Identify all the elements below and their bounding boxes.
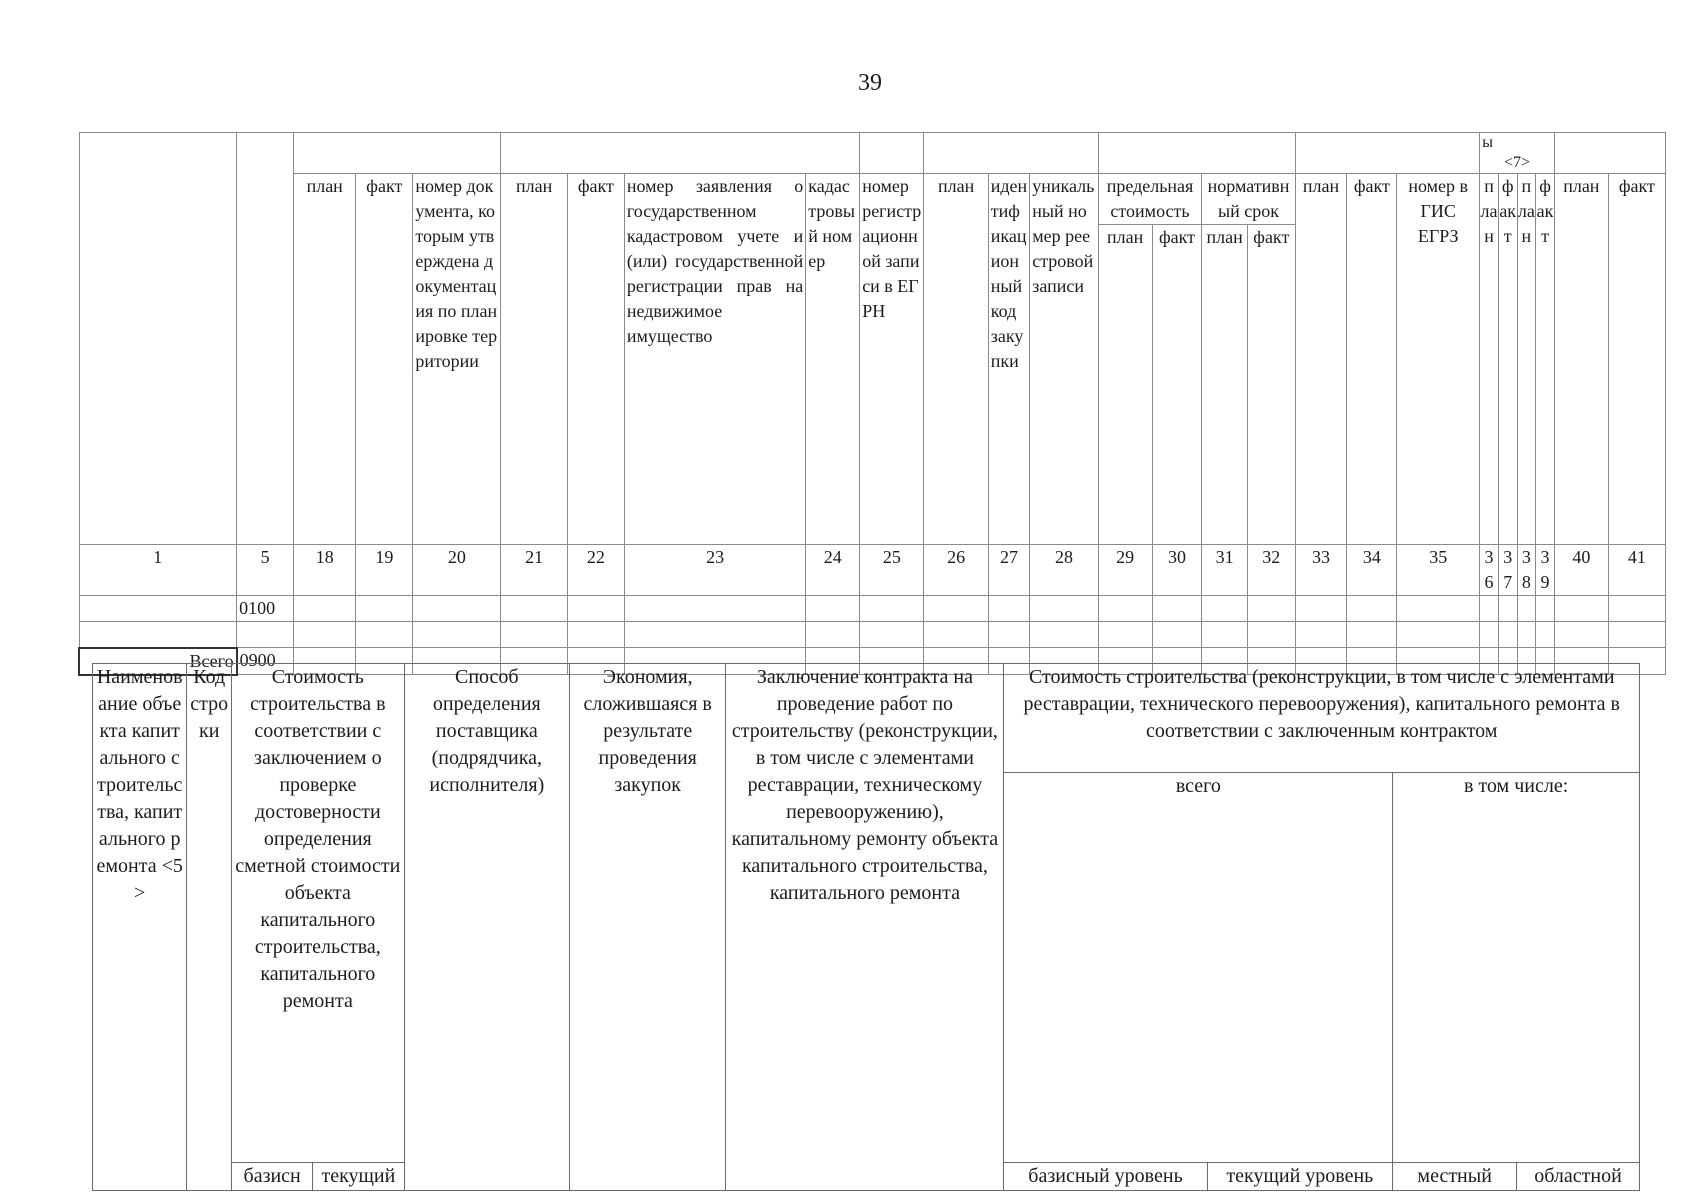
note-mark: <7> [1504, 154, 1531, 171]
t1-col30-fact: факт [1152, 225, 1202, 545]
col-number: 27 [988, 545, 1029, 596]
t2-total: всего [1004, 773, 1393, 1163]
t1-group-last [1554, 133, 1665, 174]
t1-header-empty-5 [237, 133, 294, 545]
col-number: 28 [1030, 545, 1098, 596]
t2-contract: Заключение контракта на проведение работ по строительству (реконструкции, в том числе с элементами реставрации, техническому перевооружению), капитальному ремонту объекта капитального строительства, капитального ремонта [726, 664, 1004, 1191]
col-number: 23 [624, 545, 805, 596]
t1-group-note [1480, 133, 1555, 174]
row-code: 0900 [237, 648, 294, 675]
t1-col31-plan: план [1202, 225, 1248, 545]
t1-col24-cadastral-number: кадастровый номер [806, 174, 860, 545]
t1-group-cadastre [860, 133, 924, 174]
row-label [79, 596, 237, 622]
table-row [79, 596, 1666, 622]
t2-including: в том числе: [1393, 773, 1640, 1163]
t1-col21-plan: план [501, 174, 567, 545]
col-number: 41 [1608, 545, 1665, 596]
t1-col19-fact: факт [356, 174, 413, 545]
t1-col37-fact: факт [1498, 174, 1517, 545]
t1-col18-plan: план [294, 174, 356, 545]
t1-limit-cost: предельная стоимость [1098, 174, 1202, 225]
t1-col27-procurement-code: идентификационный код закупки [988, 174, 1029, 545]
t1-col29-plan: план [1098, 225, 1152, 545]
t2-cost-conclusion: Стоимость строительства в соответствии с заключением о проверке достоверности определения сметной стоимости объекта капитального строительства, капитального ремонта [232, 664, 405, 1163]
t1-col34-fact: факт [1347, 174, 1397, 545]
col-number: 24 [806, 545, 860, 596]
col-number: 29 [1098, 545, 1152, 596]
t2-contract-cost: Стоимость строительства (реконструкции, в том числе с элементами реставрации, технического перевооружения), капитального ремонта в соответствии с заключенным контрактом [1004, 664, 1640, 773]
col-number: 38 [1517, 545, 1536, 596]
col-number: 19 [356, 545, 413, 596]
col-number: 33 [1295, 545, 1347, 596]
page-number: 39 [858, 70, 882, 96]
t1-col35-gis-egrz: номер в ГИС ЕГРЗ [1397, 174, 1480, 545]
row-label [79, 622, 237, 648]
row-code: 0100 [237, 596, 294, 622]
t1-col22-fact: факт [567, 174, 624, 545]
t2-savings: Экономия, сложившаяся в результате проведения закупок [570, 664, 726, 1191]
col-number: 21 [501, 545, 567, 596]
t2-row-code: Код строки [187, 664, 232, 1191]
t2-current-level: текущий уровень [1207, 1163, 1393, 1191]
t1-col23-application-number: номер заявления о государственном кадастровом учете и (или) государственной регистрации прав на недвижимое имущество [624, 174, 805, 545]
t1-group-registration [501, 133, 860, 174]
table-plan-fact-registration [78, 132, 1666, 676]
t2-base-short: базисн [232, 1163, 313, 1191]
col-number: 40 [1554, 545, 1608, 596]
col-number: 22 [567, 545, 624, 596]
t2-object-name: Наименование объекта капитального строительства, капитального ремонта <5> [93, 664, 187, 1191]
row-code [237, 622, 294, 648]
t1-col32-fact: факт [1247, 225, 1295, 545]
t1-group-procurement [924, 133, 1098, 174]
col-number: 18 [294, 545, 356, 596]
t1-col25-egrn-record: номер регистрационной записи в ЕГРН [860, 174, 924, 545]
overflow-mark: ы [1482, 134, 1493, 151]
t1-col26-plan: план [924, 174, 988, 545]
t1-header-empty-1 [79, 133, 237, 545]
col-number: 32 [1247, 545, 1295, 596]
t1-group-planning [294, 133, 501, 174]
t1-group-gis [1295, 133, 1480, 174]
t1-col36-plan: план [1480, 174, 1499, 545]
t1-norm-term: нормативный срок [1202, 174, 1295, 225]
t1-col20-doc-number: номер документа, которым утверждена документация по планировке территории [413, 174, 501, 545]
t2-base-level: базисный уровень [1004, 1163, 1207, 1191]
t2-regional: областной [1517, 1163, 1640, 1191]
col-number: 39 [1536, 545, 1555, 596]
col-number: 36 [1480, 545, 1499, 596]
col-number: 5 [237, 545, 294, 596]
col-number: 34 [1347, 545, 1397, 596]
col-number: 31 [1202, 545, 1248, 596]
col-number: 35 [1397, 545, 1480, 596]
t1-col33-plan: план [1295, 174, 1347, 545]
t1-col40-plan: план [1554, 174, 1608, 545]
table-contract-cost [92, 663, 1640, 1191]
col-number: 37 [1498, 545, 1517, 596]
t1-col38-plan: план [1517, 174, 1536, 545]
t1-column-numbers-row [79, 545, 1666, 596]
col-number: 1 [79, 545, 237, 596]
table-row [79, 622, 1666, 648]
t2-local: местный [1393, 1163, 1517, 1191]
row-label-total: Всего [79, 648, 237, 675]
t2-current-short: текущий [313, 1163, 404, 1191]
t1-group-limit [1098, 133, 1295, 174]
t1-col28-registry-number: уникальный номер реестровой записи [1030, 174, 1098, 545]
t1-col41-fact: факт [1608, 174, 1665, 545]
col-number: 26 [924, 545, 988, 596]
col-number: 20 [413, 545, 501, 596]
t2-supplier-method: Способ определения поставщика (подрядчика, исполнителя) [404, 664, 569, 1191]
t1-col39-fact: факт [1536, 174, 1555, 545]
col-number: 25 [860, 545, 924, 596]
col-number: 30 [1152, 545, 1202, 596]
